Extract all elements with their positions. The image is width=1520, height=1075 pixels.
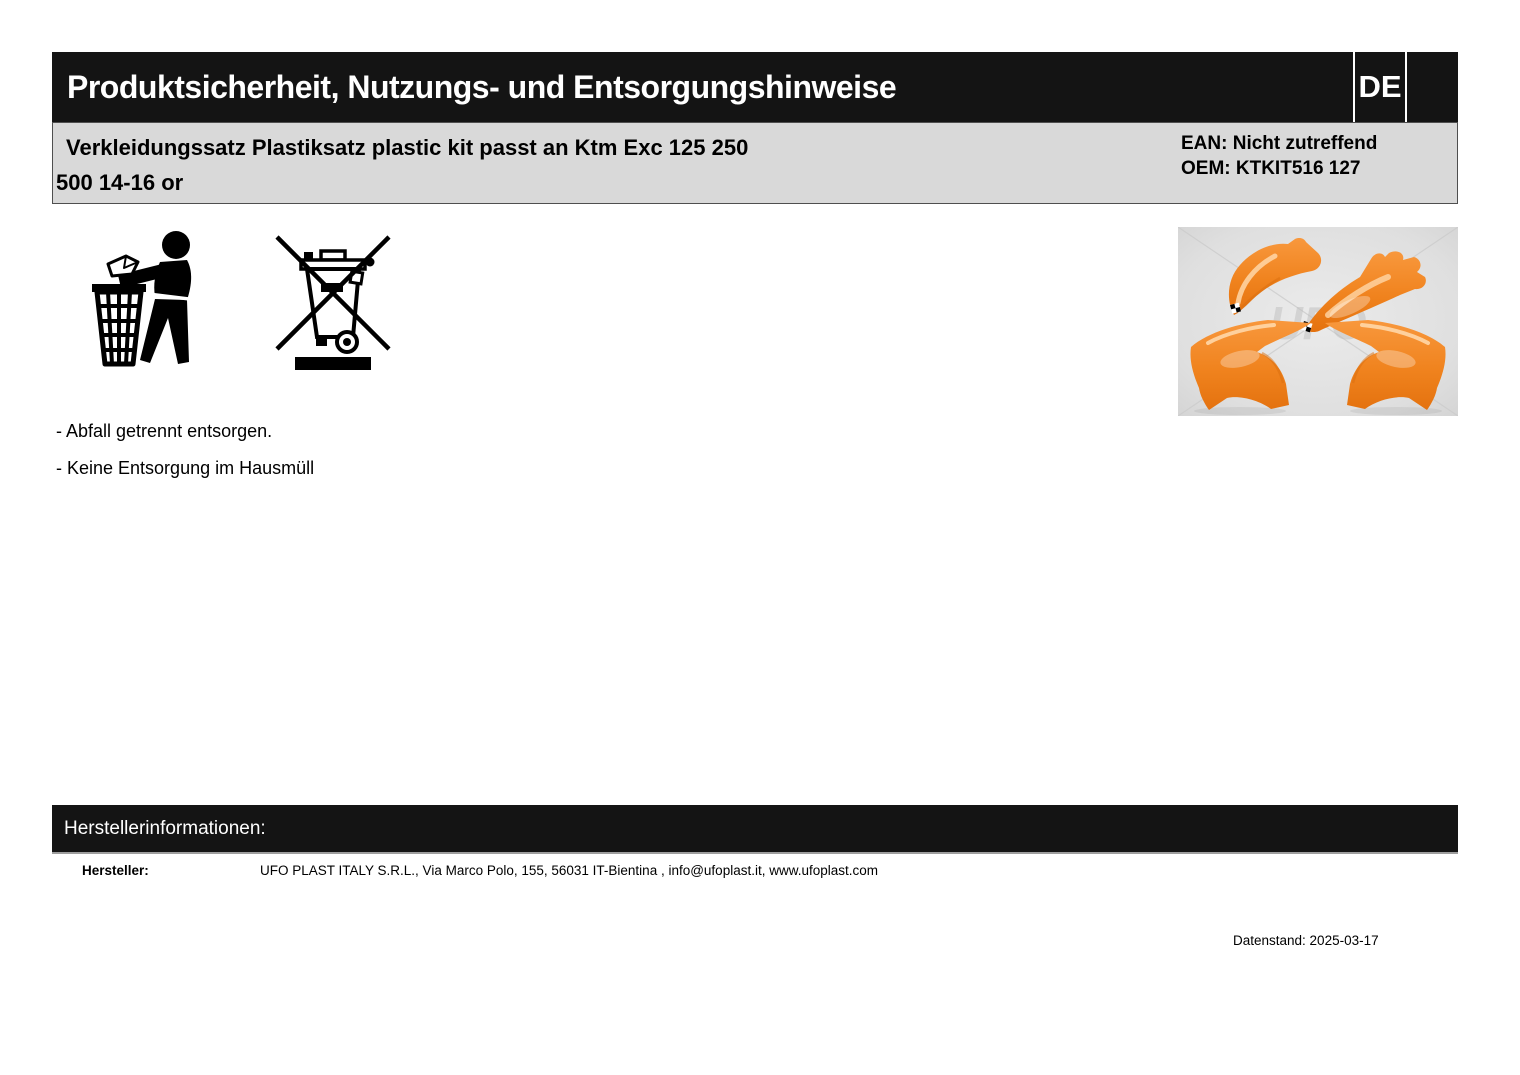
disposal-note: - Keine Entsorgung im Hausmüll (56, 458, 315, 478)
data-date: Datenstand: 2025-03-17 (1233, 933, 1379, 948)
product-codes (1181, 131, 1377, 181)
manufacturer-section-title: Herstellerinformationen: (64, 817, 266, 839)
oem-value: OEM: KTKIT516 127 (1181, 158, 1361, 179)
product-title-strip (52, 122, 1458, 204)
ean-value: EAN: Nicht zutreffend (1181, 133, 1378, 154)
language-badge: DE (1353, 52, 1407, 122)
product-title-line1: Verkleidungssatz Plastiksatz plastic kit passt an Ktm Exc 125 250 (66, 135, 749, 160)
disposal-notes (56, 413, 314, 487)
manufacturer-label: Hersteller: (82, 863, 149, 878)
page-title: Produktsicherheit, Nutzungs- und Entsorgungshinweise (67, 68, 897, 105)
disposal-note: - Abfall getrennt entsorgen. (56, 421, 273, 441)
manufacturer-section-bar (52, 805, 1458, 854)
weee-crossed-bin-icon (274, 229, 392, 377)
product-title-line2: 500 14-16 or (56, 170, 184, 195)
header-bar (52, 52, 1458, 122)
product-photo (1178, 227, 1458, 416)
manufacturer-value: UFO PLAST ITALY S.R.L., Via Marco Polo, 155, 56031 IT-Bientina , info@ufoplast.it, www.ufoplast.com (260, 863, 879, 878)
tidy-man-icon (88, 228, 220, 381)
